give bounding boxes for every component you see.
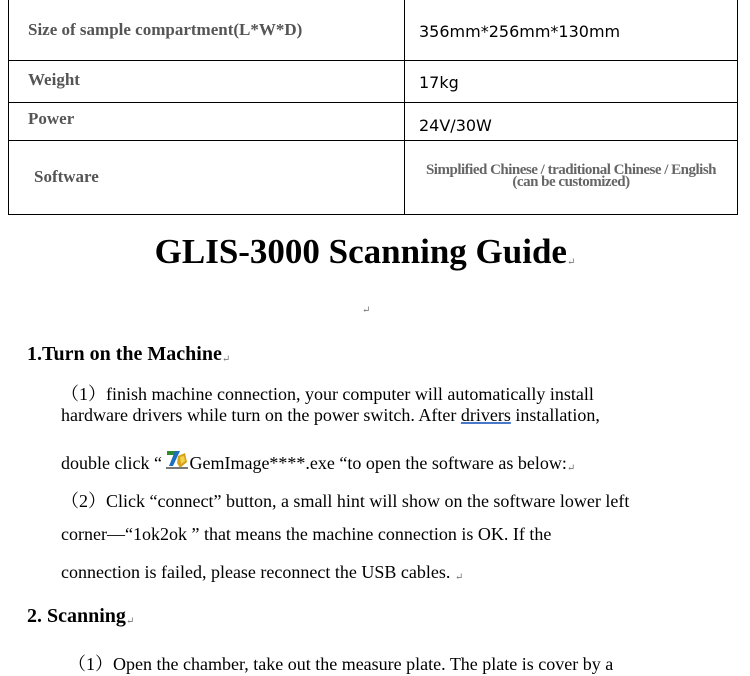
spec-row-software [9,141,737,215]
software-languages: Simplified Chinese / traditional Chinese / English [425,162,717,178]
paragraph-line: （2）Click “connect” button, a small hint will show on the software lower left [61,491,630,511]
paragraph-line: （1）finish machine connection, your computer will automatically install [61,384,594,404]
paragraph-line: double click “ GemImage****.exe “to open the software as below:↵ [61,448,575,474]
paragraph-mark: ↵ [566,257,576,268]
spec-value [405,164,737,188]
spec-label: Size of sample compartment(L*W*D) [28,20,303,39]
spec-label: Weight [28,70,80,89]
page-title: GLIS-3000 Scanning Guide↵ [154,232,576,271]
spec-table [8,0,738,215]
underlined-word: drivers [460,405,511,425]
spec-value: 17kg [419,73,459,92]
paragraph-line: corner—“1ok2ok ” that means the machine connection is OK. If the [61,524,552,544]
paragraph-mark: ↵ [362,305,371,316]
spec-value: 24V/30W [419,116,492,135]
gemimage-app-icon [166,448,188,470]
paragraph-line: （1）Open the chamber, take out the measure plate. The plate is cover by a [68,654,614,674]
spec-row-weight [9,61,737,103]
spec-row-power [9,103,737,141]
spec-label: Power [28,109,75,128]
spec-value: 356mm*256mm*130mm [419,22,621,41]
section-heading: 1.Turn on the Machine↵ [27,343,231,365]
paragraph-line: hardware drivers while turn on the power switch. After drivers installation, [61,405,600,425]
section-heading: 2. Scanning↵ [27,605,135,627]
spec-label: Software [34,167,99,186]
spec-row-size [9,0,737,61]
paragraph-line: connection is failed, please reconnect the USB cables. ↵ [61,562,464,583]
software-customizable: (can be customized) [512,174,630,190]
